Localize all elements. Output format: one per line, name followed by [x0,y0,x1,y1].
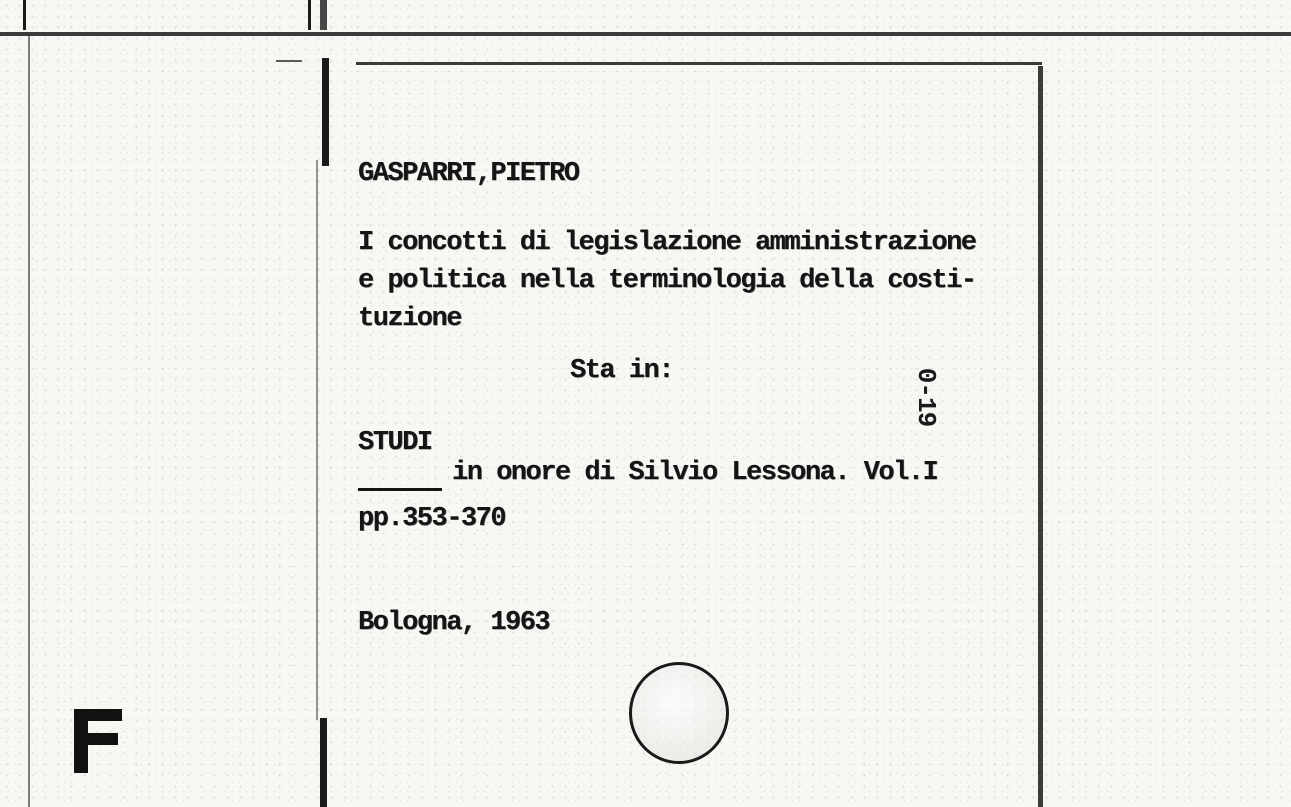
letter-f-mark-icon [72,707,124,775]
left-margin-line [28,36,30,807]
title-line-1: I concotti di legislazione amministrazione [358,228,976,258]
card-left-edge-upper [322,58,329,166]
imprint: Bologna, 1963 [358,608,550,638]
title-line-3: tuzione [358,304,461,334]
title-line-2: e politica nella terminologia della costi- [358,266,976,296]
in-label: Sta in: [570,356,673,386]
card-left-edge [316,160,318,720]
top-edge-vertical-right [308,0,311,30]
top-edge-vertical-right-2 [320,0,327,30]
punch-hole [629,662,729,764]
small-dash-left [276,60,302,62]
card-left-edge-lower [320,718,327,807]
collection-continuation: in onore di Silvio Lessona. Vol.I [452,458,938,488]
top-edge-vertical-left [23,0,26,30]
top-frame-line [0,32,1291,36]
author-heading: GASPARRI,PIETRO [358,159,579,189]
page-range: pp.353-370 [358,504,506,534]
card-top-edge [356,62,1042,65]
collection-title: STUDI [358,428,432,458]
card-right-edge [1038,66,1043,807]
shelfmark-text: 0-19 [911,367,941,427]
shelfmark-rotated [906,365,946,429]
repeat-title-rule [358,488,442,491]
